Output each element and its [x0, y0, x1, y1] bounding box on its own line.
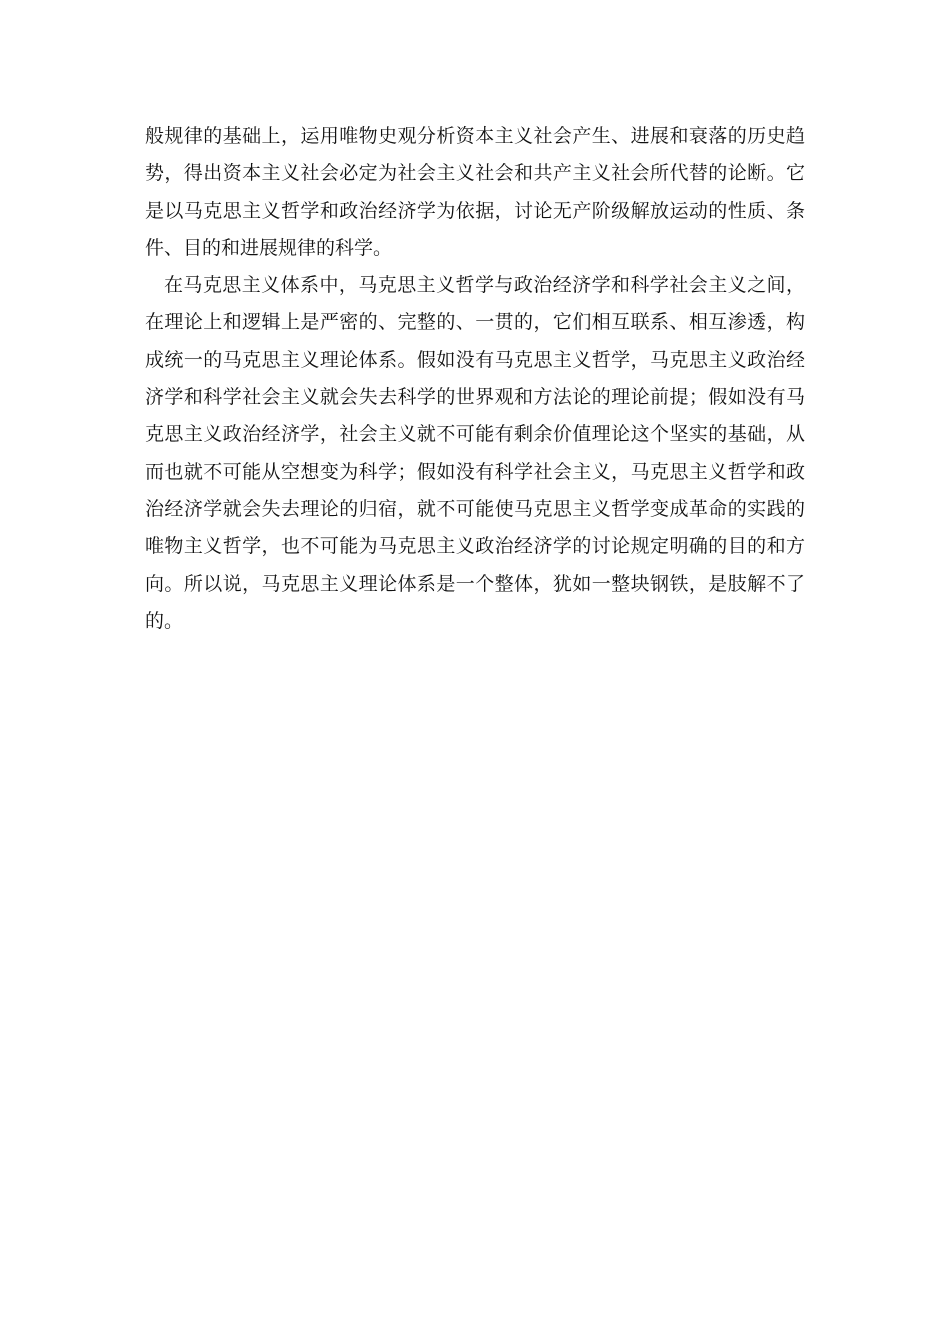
- body-text: [145, 118, 805, 640]
- paragraph-line: 克思主义政治经济学，社会主义就不可能有剩余价值理论这个坚实的基础，从: [145, 423, 805, 446]
- paragraph-line: 在马克思主义体系中，马克思主义哲学与政治经济学和科学社会主义之间，: [164, 274, 805, 297]
- paragraph-line: 成统一的马克思主义理论体系。假如没有马克思主义哲学，马克思主义政治经: [145, 348, 805, 371]
- paragraph-line: 在理论上和逻辑上是严密的、完整的、一贯的，它们相互联系、相互渗透，构: [145, 311, 805, 334]
- paragraph-line: 的。: [145, 609, 184, 632]
- paragraph-line: 唯物主义哲学，也不可能为马克思主义政治经济学的讨论规定明确的目的和方: [145, 535, 805, 558]
- paragraph-2: [145, 267, 805, 640]
- paragraph-line: 向。所以说，马克思主义理论体系是一个整体，犹如一整块钢铁，是肢解不了: [145, 572, 805, 595]
- paragraph-1: [145, 118, 805, 267]
- paragraph-line: 而也就不可能从空想变为科学；假如没有科学社会主义，马克思主义哲学和政: [145, 460, 805, 483]
- paragraph-line: 是以马克思主义哲学和政治经济学为依据，讨论无产阶级解放运动的性质、条: [145, 199, 805, 222]
- paragraph-line: 件、目的和进展规律的科学。: [145, 236, 393, 259]
- paragraph-line: 势，得出资本主义社会必定为社会主义社会和共产主义社会所代替的论断。它: [145, 162, 805, 185]
- paragraph-line: 济学和科学社会主义就会失去科学的世界观和方法论的理论前提；假如没有马: [145, 386, 805, 409]
- paragraph-line: 般规律的基础上，运用唯物史观分析资本主义社会产生、进展和衰落的历史趋: [145, 125, 805, 147]
- paragraph-line: 治经济学就会失去理论的归宿，就不可能使马克思主义哲学变成革命的实践的: [145, 497, 805, 520]
